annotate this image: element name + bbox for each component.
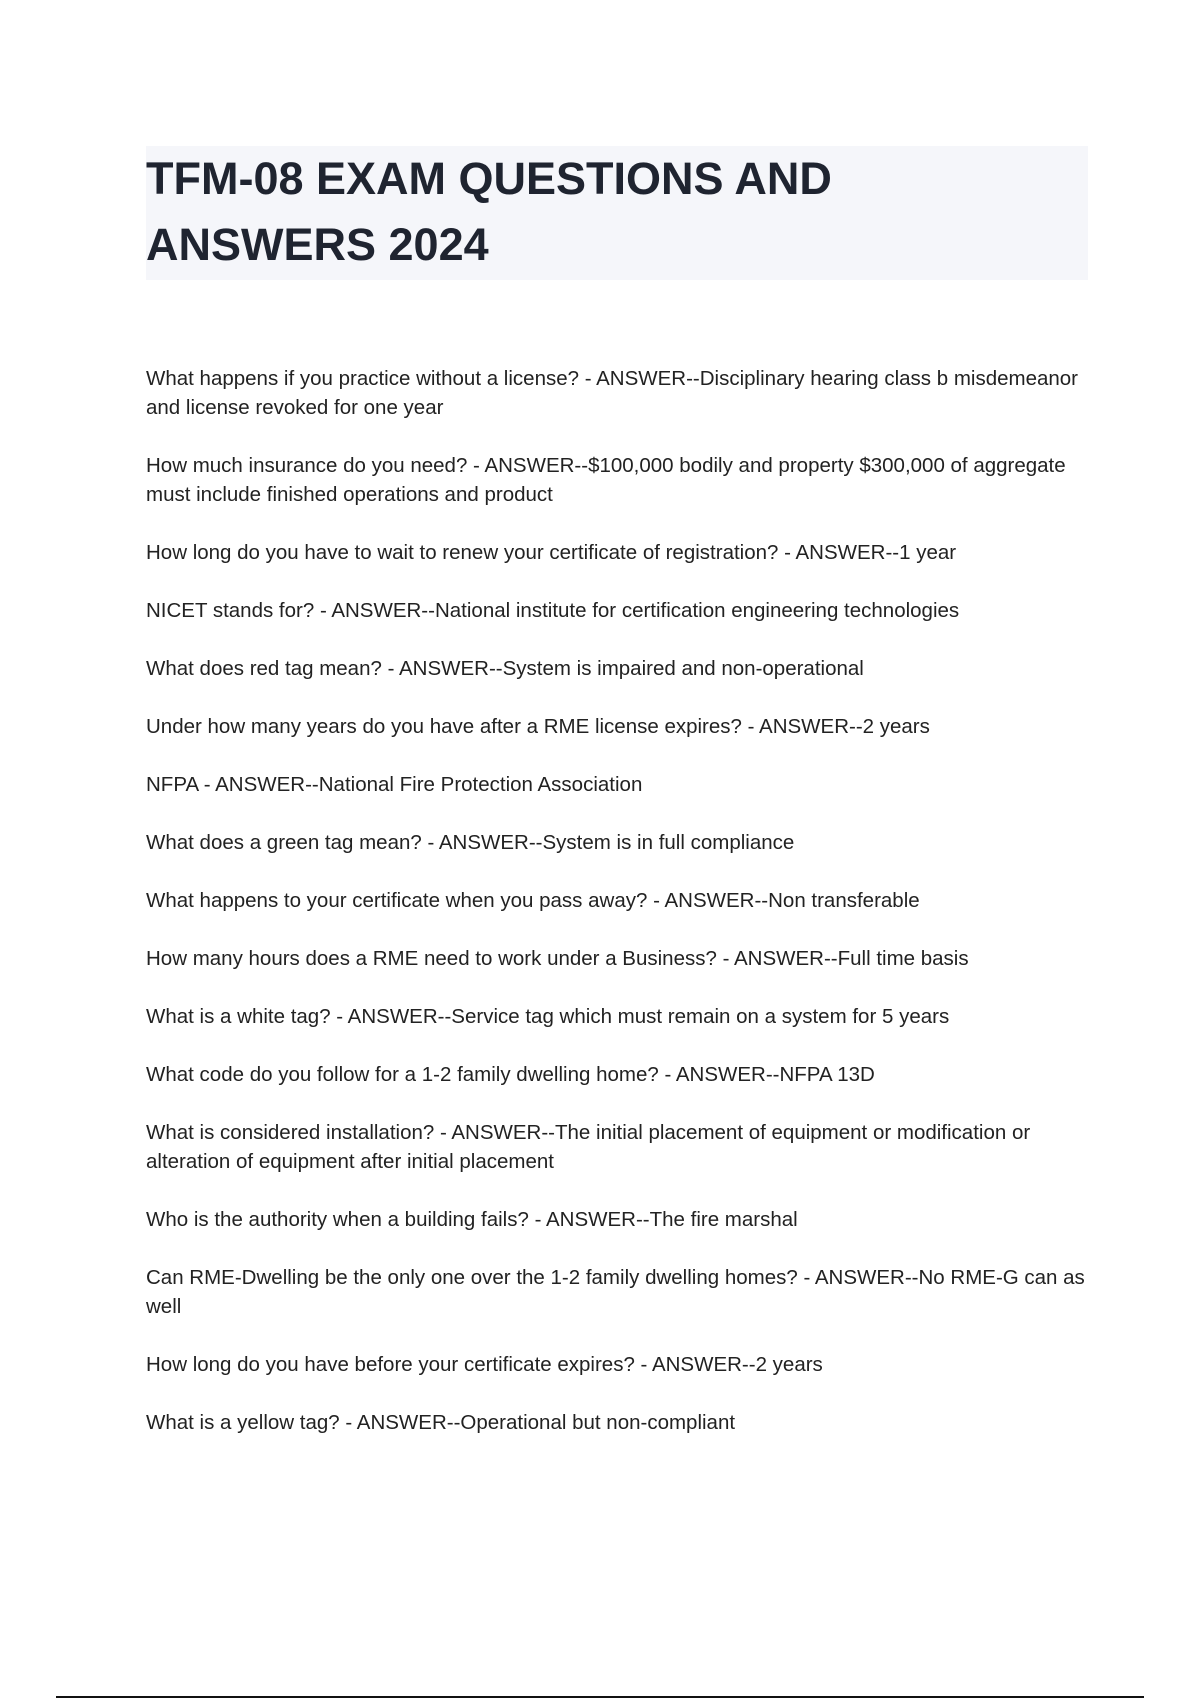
qa-item: How much insurance do you need? - ANSWER--$100,000 bodily and property $300,000 of aggregate must include finished operations and product bbox=[146, 454, 1066, 506]
qa-item: What happens if you practice without a license? - ANSWER--Disciplinary hearing class b misdemeanor and license revoked for one year bbox=[146, 367, 1079, 419]
qa-item: Can RME-Dwelling be the only one over the 1-2 family dwelling homes? - ANSWER--No RME-G can as well bbox=[146, 1266, 1085, 1318]
qa-item: What is a yellow tag? - ANSWER--Operational but non-compliant bbox=[146, 1411, 736, 1434]
document-title: TFM-08 EXAM QUESTIONS AND ANSWERS 2024 bbox=[146, 153, 832, 270]
qa-item: What does a green tag mean? - ANSWER--System is in full compliance bbox=[146, 831, 795, 854]
qa-item: What does red tag mean? - ANSWER--System is impaired and non-operational bbox=[146, 657, 864, 680]
title-block bbox=[146, 146, 1088, 280]
qa-item: Who is the authority when a building fails? - ANSWER--The fire marshal bbox=[146, 1208, 798, 1231]
qa-item: How long do you have before your certificate expires? - ANSWER--2 years bbox=[146, 1353, 823, 1376]
qa-item: Under how many years do you have after a RME license expires? - ANSWER--2 years bbox=[146, 715, 930, 738]
qa-item: NFPA - ANSWER--National Fire Protection Association bbox=[146, 773, 643, 796]
qa-item: How long do you have to wait to renew your certificate of registration? - ANSWER--1 year bbox=[146, 541, 957, 564]
footer-divider bbox=[56, 1696, 1144, 1698]
qa-item: NICET stands for? - ANSWER--National institute for certification engineering technologies bbox=[146, 599, 960, 622]
qa-item: What code do you follow for a 1-2 family dwelling home? - ANSWER--NFPA 13D bbox=[146, 1063, 875, 1086]
qa-item: What is considered installation? - ANSWER--The initial placement of equipment or modification or alteration of equipment after initial placement bbox=[146, 1121, 1031, 1173]
qa-item: What happens to your certificate when you pass away? - ANSWER--Non transferable bbox=[146, 889, 920, 912]
qa-list bbox=[146, 364, 1086, 1466]
qa-item: How many hours does a RME need to work under a Business? - ANSWER--Full time basis bbox=[146, 947, 969, 970]
qa-item: What is a white tag? - ANSWER--Service tag which must remain on a system for 5 years bbox=[146, 1005, 950, 1028]
